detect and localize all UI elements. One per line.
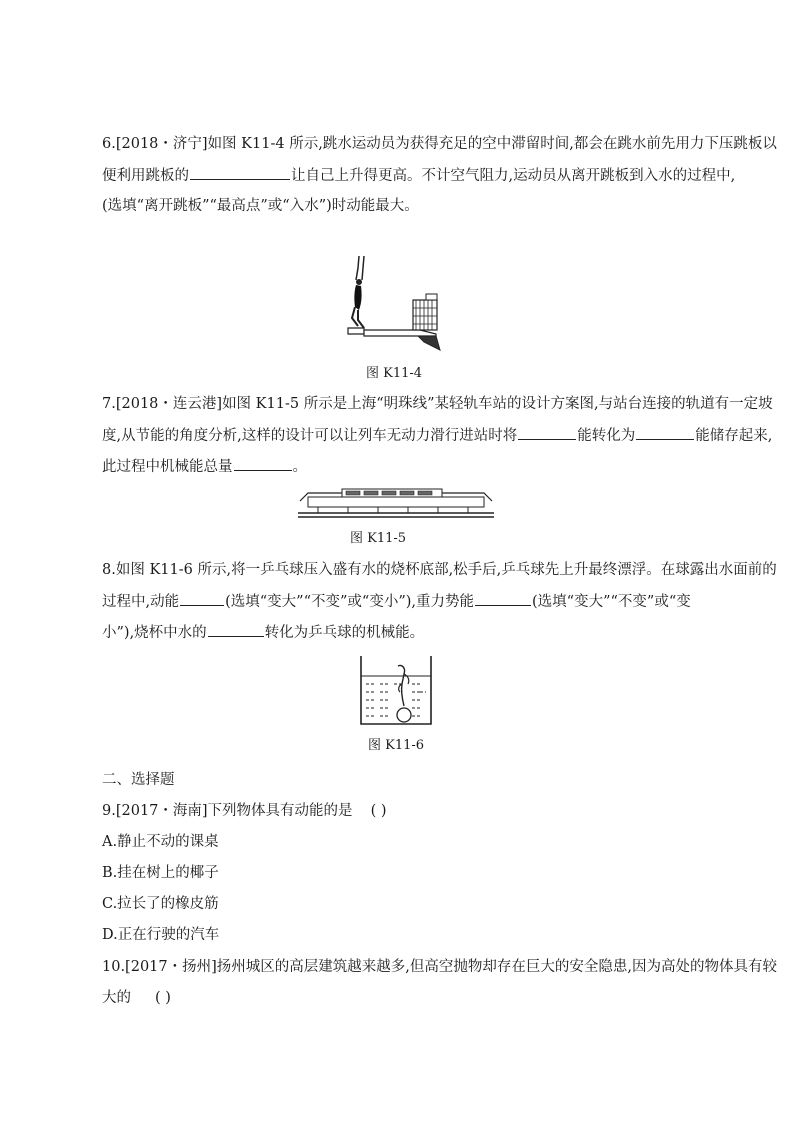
q7-line-3 [102,456,702,477]
diving-board-figure [340,252,450,357]
q7-text-3b: 。 [292,459,307,475]
q9-stem-text: 9.[2017・海南]下列物体具有动能的是 [102,803,353,819]
q9-option-c[interactable]: C.拉长了的橡皮筋 [102,896,219,912]
q6-text-3: (选填“离开跳板”“最高点”或“入水”)时动能最大。 [102,198,419,214]
q8-line-1 [102,560,777,580]
section-2-title [102,770,702,790]
q9-answer-paren[interactable]: ( ) [370,803,387,819]
q8-line-2 [102,591,702,612]
q7-source: [2018・连云港] [115,396,223,412]
q10-line-2 [102,988,702,1008]
q7-text-1: 如图 K11-5 所示是上海“明珠线”某轻轨车站的设计方案图,与站台连接的轨道有一定坡 [222,396,773,412]
q6-source: [2018・济宁] [115,136,208,152]
q7-answer-blank-2[interactable] [636,425,694,440]
q7-number: 7. [102,396,116,412]
q6-text-2a: 便利用跳板的 [102,168,189,184]
q7-line-1 [102,394,773,414]
q6-text-2b: 让自己上升得更高。不计空气阻力,运动员从离开跳板到入水的过程中, [291,168,736,184]
light-rail-station-figure [298,483,494,521]
q7-answer-blank-1[interactable] [518,425,576,440]
q8-text-2b: (选填“变大”“不变”或“变小”),重力势能 [225,594,475,610]
q8-text-2a: 过程中,动能 [102,594,180,610]
q8-text-3a: 小”),烧杯中水的 [102,625,207,641]
figure-caption-k11-5: 图 K11-5 [349,531,407,546]
figure-caption-k11-6: 图 K11-6 [367,738,425,753]
q7-line-2 [102,425,773,446]
q10-text-2: 大的 [102,990,131,1006]
q8-text-3b: 转化为乒乓球的机械能。 [264,625,425,641]
section-2-title-text: 二、选择题 [102,772,175,788]
q6-number: 6. [102,136,116,152]
q10-text-1: 10.[2017・扬州]扬州城区的高层建筑越来越多,但高空抛物却存在巨大的安全隐患,因为高处的物体具有较 [102,959,777,975]
q7-text-3a: 此过程中机械能总量 [102,459,233,475]
q7-text-2b: 能转化为 [577,428,636,444]
q6-line-1 [102,134,777,154]
q8-line-3 [102,622,702,643]
q8-answer-blank-3[interactable] [208,622,264,637]
q8-answer-blank-1[interactable] [180,591,224,606]
q9-option-d[interactable]: D.正在行驶的汽车 [102,927,220,943]
q7-answer-blank-3[interactable] [234,456,292,471]
q9-stem [102,801,702,821]
q6-answer-blank-1[interactable] [190,165,290,180]
q7-text-2a: 度,从节能的角度分析,这样的设计可以让列车无动力滑行进站时将 [102,428,518,444]
figure-caption-k11-4: 图 K11-4 [365,366,423,381]
q6-line-3 [102,196,702,216]
q6-line-2 [102,165,736,186]
q8-text-1: 8.如图 K11-6 所示,将一乒乓球压入盛有水的烧杯底部,松手后,乒乓球先上升最终漂浮。在球露出水面前的 [102,562,777,578]
beaker-ping-pong-figure [358,654,434,728]
q10-answer-paren[interactable]: ( ) [155,990,171,1006]
q10-line-1 [102,957,777,977]
q8-text-2c: (选填“变大”“不变”或“变 [532,594,691,610]
q6-text-1: 如图 K11-4 所示,跳水运动员为获得充足的空中滞留时间,都会在跳水前先用力下压跳板以 [207,136,777,152]
q8-answer-blank-2[interactable] [475,591,531,606]
q7-text-2c: 能储存起来, [695,428,773,444]
q9-option-b[interactable]: B.挂在树上的椰子 [102,865,219,881]
q9-option-a[interactable]: A.静止不动的课桌 [102,834,219,850]
